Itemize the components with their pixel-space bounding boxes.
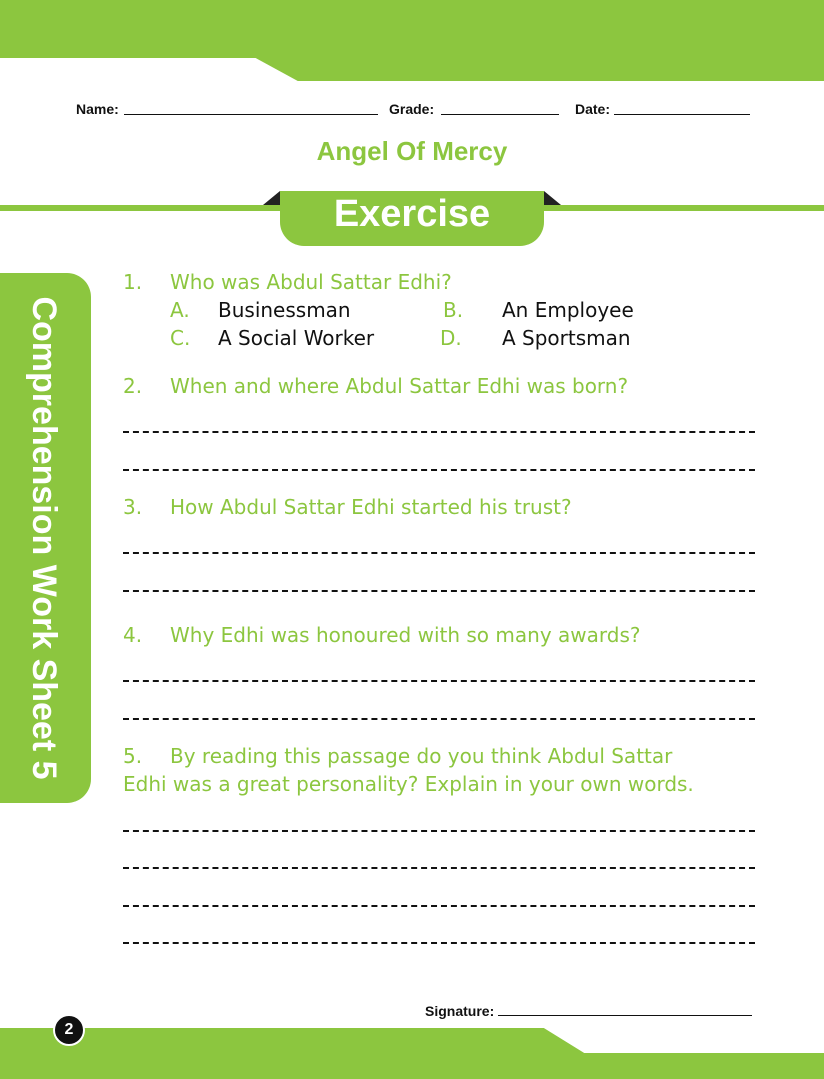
option-d-letter: D. <box>440 326 462 350</box>
divider-band-left <box>0 205 280 211</box>
question-number: 5. <box>123 744 143 768</box>
exercise-banner <box>280 191 544 246</box>
answer-line[interactable] <box>123 469 755 471</box>
signature-label: Signature: <box>425 1003 495 1019</box>
question-text: Who was Abdul Sattar Edhi? <box>170 270 452 294</box>
exercise-heading: Exercise <box>333 193 491 235</box>
answer-line[interactable] <box>123 905 755 907</box>
question-text-line2: Edhi was a great personality? Explain in your own words. <box>123 772 694 796</box>
page-number: 2 <box>64 1021 74 1038</box>
question-number: 2. <box>123 374 143 398</box>
question-text: How Abdul Sattar Edhi started his trust? <box>170 495 572 519</box>
side-tab-label: Comprehension Work Sheet 5 <box>25 296 63 780</box>
date-field-line[interactable] <box>614 114 750 115</box>
question-text: By reading this passage do you think Abdul Sattar <box>170 744 673 768</box>
option-c-text[interactable]: A Social Worker <box>218 326 375 350</box>
page-number-badge <box>53 1014 85 1046</box>
worksheet-title: Angel Of Mercy <box>316 136 508 166</box>
answer-line[interactable] <box>123 867 755 869</box>
answer-line[interactable] <box>123 718 755 720</box>
name-label: Name: <box>76 101 119 117</box>
question-number: 3. <box>123 495 143 519</box>
question-5-continued <box>123 772 694 796</box>
option-c-letter: C. <box>170 326 191 350</box>
question-5 <box>123 744 672 768</box>
date-label: Date: <box>575 101 611 117</box>
question-4 <box>123 623 640 647</box>
answer-line[interactable] <box>123 830 755 832</box>
answer-line[interactable] <box>123 942 755 944</box>
answer-line[interactable] <box>123 431 755 433</box>
ribbon-fold-right <box>544 191 561 205</box>
question-text: When and where Abdul Sattar Edhi was born? <box>170 374 629 398</box>
bottom-banner-strip <box>0 1053 824 1079</box>
grade-field-line[interactable] <box>441 114 559 115</box>
side-tab <box>0 273 91 803</box>
signature-field-line[interactable] <box>498 1015 752 1016</box>
question-number: 4. <box>123 623 143 647</box>
grade-label: Grade: <box>389 101 435 117</box>
answer-line[interactable] <box>123 680 755 682</box>
question-1 <box>123 270 452 294</box>
question-2 <box>123 374 628 398</box>
top-banner <box>0 0 824 56</box>
answer-line[interactable] <box>123 552 755 554</box>
option-b-text[interactable]: An Employee <box>502 298 634 322</box>
question-3 <box>123 495 572 519</box>
ribbon-fold-left <box>263 191 280 205</box>
name-field-line[interactable] <box>124 114 378 115</box>
question-number: 1. <box>123 270 143 294</box>
option-a-letter: A. <box>170 298 190 322</box>
top-banner-tab <box>252 56 824 81</box>
option-b-letter: B. <box>443 298 464 322</box>
option-a-text[interactable]: Businessman <box>218 298 351 322</box>
option-d-text[interactable]: A Sportsman <box>502 326 631 350</box>
divider-band-right <box>544 205 824 211</box>
question-text: Why Edhi was honoured with so many awards? <box>170 623 641 647</box>
answer-line[interactable] <box>123 590 755 592</box>
